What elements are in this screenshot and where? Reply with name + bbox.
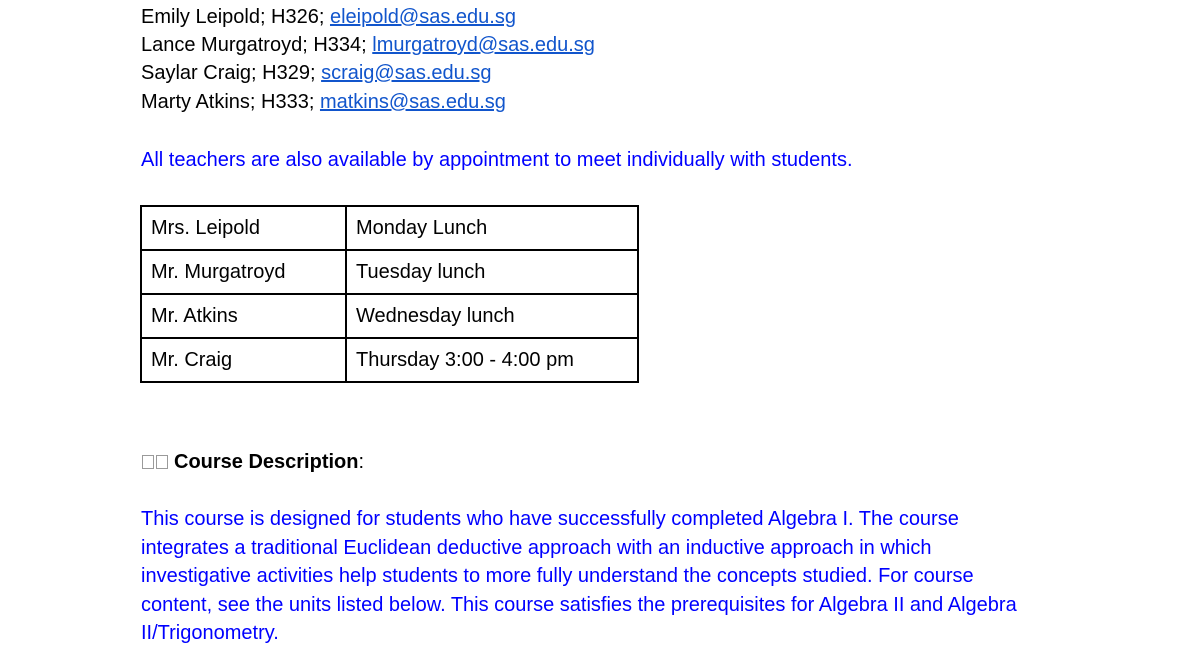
email-link[interactable]: eleipold@sas.edu.sg [329,6,516,28]
teacher-cell: Mrs. Leipold [141,206,346,250]
table-row [141,294,638,338]
placeholder-glyph-icon [142,455,154,469]
contact-line [141,31,595,59]
teacher-cell: Mr. Murgatroyd [141,250,346,294]
course-description-text: This course is designed for students who have successfully completed Algebra I. The course integrates a traditional Euclidean deductive approach with an inductive approach in which investigative activities help students to more fully understand the concepts studied. For course content, see the units listed below. This course satisfies the prerequisites for Algebra II and Algebra II/Trigonometry. [141,508,1017,644]
contact-line [141,3,516,31]
contact-text: Emily Leipold; H326; [141,6,330,28]
availability-note: All teachers are also available by appointment to meet individually with students. [141,149,853,171]
table-row [141,206,638,250]
time-cell: Tuesday lunch [346,250,638,294]
office-hours-table [140,205,639,383]
contact-text: Saylar Craig; H329; [141,62,322,84]
email-link[interactable]: lmurgatroyd@sas.edu.sg [372,34,595,56]
time-cell: Wednesday lunch [346,294,638,338]
teacher-cell: Mr. Atkins [141,294,346,338]
course-description-heading [142,448,364,476]
email-link[interactable]: matkins@sas.edu.sg [319,91,506,113]
table-row [141,338,638,382]
section-title: Course Description [174,451,359,473]
time-cell: Thursday 3:00 - 4:00 pm [346,338,638,382]
time-cell: Monday Lunch [346,206,638,250]
table-row [141,250,638,294]
contact-line [141,88,506,116]
contact-text: Marty Atkins; H333; [141,91,320,113]
contact-text: Lance Murgatroyd; H334; [141,34,373,56]
teacher-cell: Mr. Craig [141,338,346,382]
section-title-suffix: : [358,451,365,473]
email-link[interactable]: scraig@sas.edu.sg [321,62,492,84]
placeholder-glyph-icon [156,455,168,469]
contact-line [141,59,491,87]
